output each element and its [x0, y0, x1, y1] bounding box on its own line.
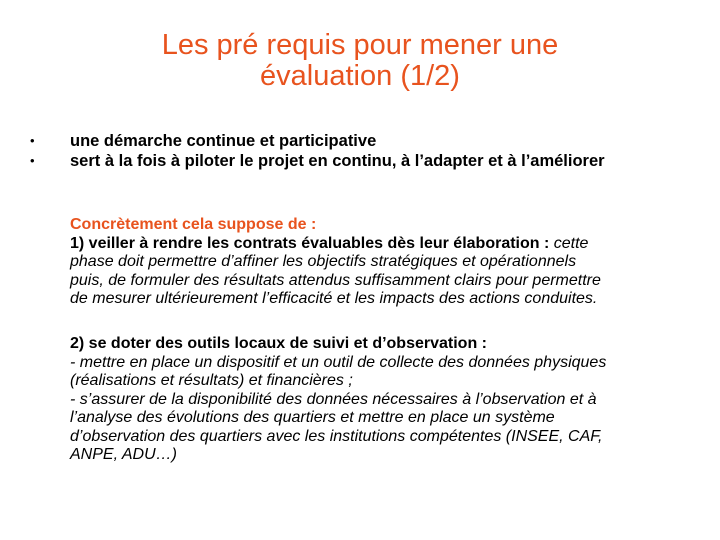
point-1-text: cette: [553, 234, 589, 252]
bullet-text: une démarche continue et participative: [70, 132, 377, 150]
point-1-heading: 1) veiller à rendre les contrats évaluables dès leur élaboration :: [70, 234, 550, 252]
bullet-icon: •: [30, 153, 35, 168]
bullet-item: [30, 151, 710, 171]
point-2-text: ANPE, ADU…): [70, 446, 177, 463]
point-2-text: - s’assurer de la disponibilité des données nécessaires à l’observation et à: [70, 390, 597, 408]
point-2-text: d’observation des quartiers avec les institutions compétentes (INSEE, CAF,: [70, 427, 603, 445]
point-2-text: l’analyse des évolutions des quartiers et mettre en place un système: [70, 409, 555, 426]
section-intro: Concrètement cela suppose de :: [70, 216, 317, 233]
bullet-icon: •: [30, 133, 35, 148]
bullet-list: [30, 131, 710, 171]
point-2-heading: 2) se doter des outils locaux de suivi et d’observation :: [70, 335, 487, 352]
point-1-text: puis, de formuler des résultats attendus suffisamment clairs pour permettre: [70, 271, 601, 289]
section-contracts: [70, 216, 690, 309]
slide-title-line-2: évaluation (1/2): [260, 60, 460, 92]
point-2-text: - mettre en place un dispositif et un outil de collecte des données physiques: [70, 353, 607, 371]
point-1-text: phase doit permettre d’affiner les objectifs stratégiques et opérationnels: [70, 253, 577, 270]
bullet-item: [30, 131, 710, 151]
bullet-text: sert à la fois à piloter le projet en continu, à l’adapter et à l’améliorer: [70, 152, 605, 170]
section-tools: [70, 335, 690, 465]
point-1-text: de mesurer ultérieurement l’efficacité et les impacts des actions conduites.: [70, 290, 598, 307]
point-1-first-line: [70, 235, 690, 254]
point-2-text: (réalisations et résultats) et financières ;: [70, 372, 353, 389]
slide-title-line-1: Les pré requis pour mener une: [161, 29, 559, 61]
slide-title: [60, 30, 660, 92]
